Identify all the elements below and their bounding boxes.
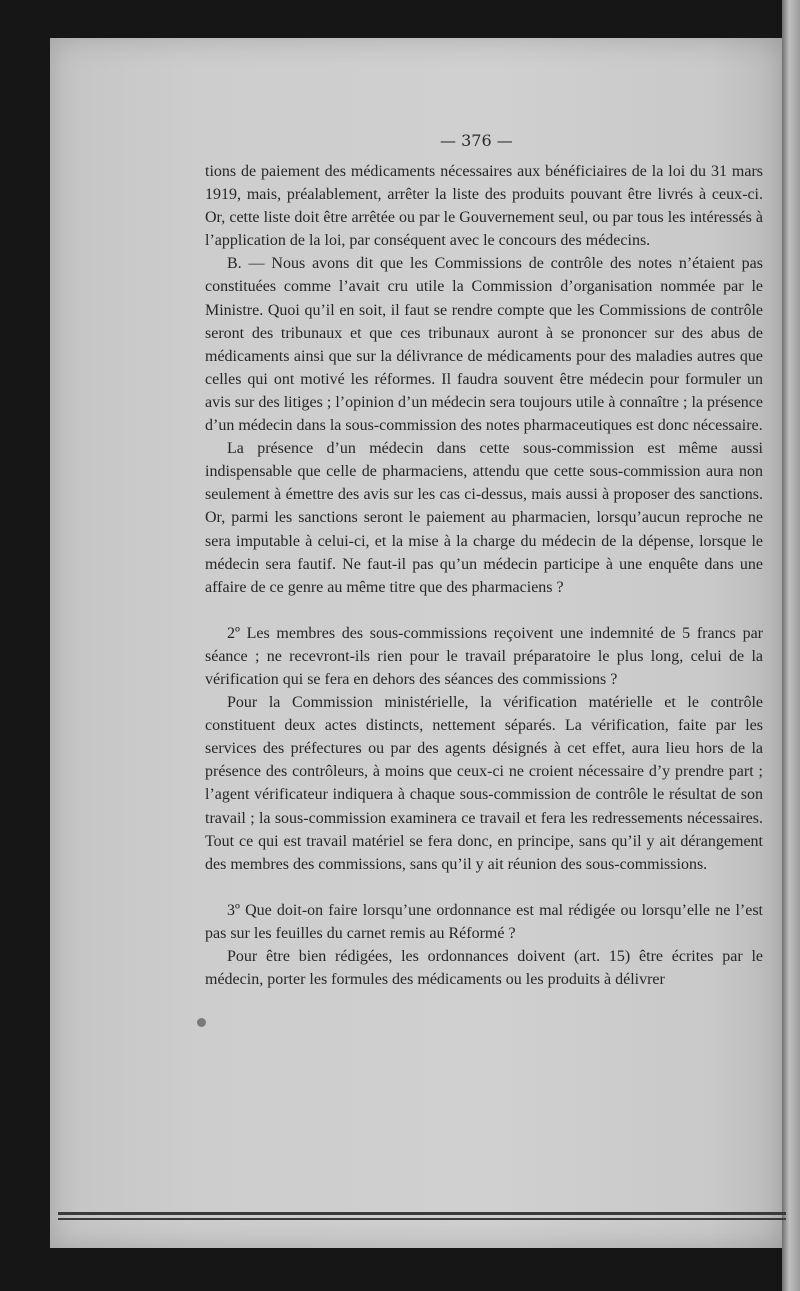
paragraph-6: 3º Que doit-on faire lorsqu’une ordonnance est mal rédigée ou lorsqu’elle ne l’est pas sur les feuilles du carnet remis au Réformé ? — [205, 901, 763, 942]
paragraph-5: Pour la Commission ministérielle, la vérification matérielle et le contrôle constituent deux actes distincts, nettement séparés. La vérification, faite par les services des préfectures ou par des agents désignés à cet effet, aura lieu hors de la présence des contrôleurs, à moins que ceux-ci ne croient nécessaire d’y prendre part ; l’agent vérificateur indiquera à chaque sous-commission de contrôle le résultat de son travail ; la sous-commission examinera ce travail et fera les redressements nécessaires. Tout ce qui est travail matériel se fera donc, en principe, sans qu’il y ait dérangement des membres des commissions, sans qu’il y ait réunion des sous-commissions. — [205, 694, 763, 873]
bottom-rule — [58, 1212, 786, 1215]
paragraph-4: 2º Les membres des sous-commissions reçoivent une indemnité de 5 francs par séance ; ne recevront-ils rien pour le travail préparatoire le plus long, celui de la vérification qui se fera en dehors des séances des commissions ? — [205, 624, 763, 688]
paragraph-3: La présence d’un médecin dans cette sous-commission est même aussi indispensable que celle de pharmaciens, attendu que cette sous-commission aura non seulement à émettre des avis sur les cas ci-dessus, mais aussi à proposer des sanctions. Or, parmi les sanctions seront le paiement au pharmacien, lorsqu’aucun reproche ne sera imputable à celui-ci, et la mise à la charge du médecin de la dépense, lorsque le médecin sera fautif. Ne faut-il pas qu’un médecin participe à une enquête dans une affaire de ce genre au même titre que des pharmaciens ? — [205, 440, 763, 596]
ink-blot — [197, 1018, 206, 1027]
section-gap — [205, 876, 763, 899]
section-gap — [205, 599, 763, 622]
paragraph-2: B. — Nous avons dit que les Commissions de contrôle des notes n’étaient pas constituées comme l’avait cru utile la Commission d’organisation nommée par le Ministre. Quoi qu’il en soit, il faut se rendre compte que les Commissions de contrôle seront des tribunaux et que ces tribunaux auront à se prononcer sur des abus de médicaments ainsi que sur la délivrance de médicaments pour des maladies autres que celles qui ont motivé les réformes. Il faudra souvent être médecin pour formuler un avis sur des litiges ; l’opinion d’un médecin sera toujours utile à connaître ; la présence d’un médecin dans la sous-commission des notes pharmaceutiques est donc nécessaire. — [205, 255, 763, 435]
binding-edge — [782, 0, 800, 1291]
paragraph-7: Pour être bien rédigées, les ordonnances doivent (art. 15) être écrites par le médecin, porter les formules des médicaments ou les produits à délivrer — [205, 948, 763, 989]
bottom-rule-2 — [58, 1218, 786, 1220]
page-number: — 376 — — [440, 131, 513, 150]
paragraph-1: tions de paiement des médicaments nécessaires aux bénéficiaires de la loi du 31 mars 1919, mais, préalablement, arrêter la liste des produits pouvant être livrés à ceux-ci. Or, cette liste doit être arrêtée ou par le Gouvernement seul, ou par tous les intéressés à l’application de la loi, par conséquent avec le concours des médecins. — [205, 163, 763, 250]
body-text — [205, 160, 763, 991]
